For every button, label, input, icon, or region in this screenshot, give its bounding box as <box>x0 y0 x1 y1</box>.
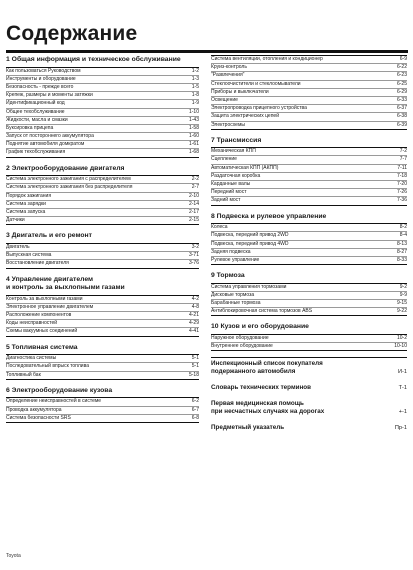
toc-entry-title: Система запуска <box>6 209 46 215</box>
toc-entry-title: Система электронного зажигания без распределителя <box>6 184 133 191</box>
toc-entry-page: 7-20 <box>396 181 407 188</box>
appendix-entry[interactable] <box>211 400 407 416</box>
toc-entry[interactable] <box>6 415 199 422</box>
toc-entry-title: Раздаточная коробка <box>211 172 261 179</box>
toc-entry-page: 9-22 <box>396 308 407 315</box>
toc-entry-title: Задняя подвеска <box>211 248 251 255</box>
toc-entry-page: 7-36 <box>396 197 407 204</box>
toc-entry-title: Жидкости, масла и смазки <box>6 116 68 123</box>
section-title <box>6 275 199 295</box>
toc-entry-page: 6-8 <box>191 414 199 421</box>
title-divider <box>6 50 408 53</box>
section-title-line: 8 Подвеска и рулевое управление <box>211 212 327 220</box>
toc-entry-page: 8-33 <box>396 256 407 263</box>
section-title <box>6 55 199 67</box>
toc-entry-title: Контроль за выхлопными газами <box>6 295 83 302</box>
appendix-entry-title <box>211 400 324 416</box>
toc-entry[interactable] <box>211 97 407 105</box>
section-title <box>6 231 199 243</box>
toc-entry[interactable] <box>6 201 199 209</box>
toc-section <box>6 55 199 158</box>
toc-entry[interactable] <box>6 355 199 363</box>
section-title <box>211 136 407 148</box>
toc-entry-page: 6-29 <box>396 88 407 95</box>
toc-entry-title: Электронное управление двигателем <box>6 303 94 310</box>
toc-entry[interactable] <box>211 165 407 173</box>
toc-section <box>211 322 407 351</box>
toc-entry-page: 9-9 <box>399 291 407 298</box>
toc-entry-page: 1-43 <box>188 116 199 123</box>
toc-entry[interactable] <box>6 184 199 192</box>
toc-entry-title: Приборы и выключатели <box>211 88 269 95</box>
toc-entry-page: 10-10 <box>394 343 407 350</box>
toc-entry-title: Инструменты и оборудование <box>6 75 76 82</box>
toc-entry-title: Диагностика системы <box>6 355 57 362</box>
toc-entry[interactable] <box>6 109 199 117</box>
toc-section <box>6 343 199 380</box>
toc-entry-title: Система безопасности SRS <box>6 414 71 421</box>
toc-entry[interactable] <box>6 252 199 260</box>
toc-entry-page: 6-2 <box>191 398 199 405</box>
toc-entry-title: Последовательный впрыск топлива <box>6 363 89 370</box>
toc-entry[interactable] <box>6 363 199 371</box>
toc-list <box>6 175 199 225</box>
toc-entry-title: Запуск от постороннего аккумулятора <box>6 133 94 140</box>
toc-entry[interactable] <box>6 100 199 108</box>
toc-list <box>6 397 199 423</box>
appendix-entry-page: И-1 <box>398 369 407 376</box>
toc-entry-title: Электропроводка прицепного устройства <box>211 105 307 112</box>
toc-entry-page: 2-7 <box>191 184 199 191</box>
toc-entry[interactable] <box>6 76 199 84</box>
footer-brand: Toyota <box>6 553 21 559</box>
toc-entry-title: "Развлечения" <box>211 72 245 79</box>
toc-entry[interactable] <box>6 217 199 224</box>
toc-list <box>211 283 407 317</box>
appendix-entry-title <box>211 384 311 392</box>
toc-entry[interactable] <box>6 92 199 100</box>
toc-entry[interactable] <box>6 372 199 379</box>
toc-section <box>211 212 407 266</box>
toc-entry-title: Безопасность - прежде всего <box>6 83 74 90</box>
appendix-entry-title-line: Первая медицинская помощь <box>211 400 304 408</box>
toc-entry[interactable] <box>211 181 407 189</box>
toc-entry-title: Механическая КПП <box>211 148 256 155</box>
section-title <box>6 386 199 398</box>
toc-entry-title: Автоматическая КПП (АКПП) <box>211 164 279 171</box>
section-title-line: 9 Тормоза <box>211 272 245 280</box>
toc-entry[interactable] <box>211 89 407 97</box>
toc-entry[interactable] <box>6 312 199 320</box>
toc-entry-title: Электросхемы <box>211 121 245 128</box>
toc-entry-title: Порядок зажигания <box>6 192 52 199</box>
toc-entry-page: 1-10 <box>188 108 199 115</box>
toc-entry-title: Общее техобслуживание <box>6 108 65 115</box>
toc-entry-title: Выпускная система <box>6 252 52 259</box>
toc-entry[interactable] <box>211 113 407 121</box>
toc-list <box>211 223 407 265</box>
appendix-entry-title <box>211 424 284 432</box>
toc-entry-page: 6-37 <box>396 105 407 112</box>
section-title-line: 1 Общая информация и техническое обслуживание <box>6 56 181 63</box>
toc-entry[interactable] <box>6 244 199 252</box>
section-title-line: 10 Кузов и его оборудование <box>211 323 309 331</box>
toc-entry-title: Двигатель <box>6 243 30 250</box>
toc-entry-title: Топливный бак <box>6 371 41 378</box>
toc-entry-title: Система электронного зажигания с распределителем <box>6 176 131 183</box>
section-title-line: 4 Управление двигателем <box>6 275 94 283</box>
toc-entry-page: 8-27 <box>396 248 407 255</box>
toc-entry[interactable] <box>6 209 199 217</box>
toc-entry-page: 7-7 <box>399 156 407 163</box>
toc-entry[interactable] <box>6 117 199 125</box>
toc-entry-title: Сцепление <box>211 156 237 163</box>
appendix-entry-title-line: Инспекционный список покупателя <box>211 360 323 368</box>
toc-entry[interactable] <box>6 260 199 267</box>
section-title-line: 3 Двигатель и его ремонт <box>6 232 92 240</box>
toc-entry-title: Крепеж, размеры и моменты затяжки <box>6 92 93 99</box>
toc-entry-page: 1-58 <box>188 124 199 131</box>
toc-entry-page: 1-60 <box>188 133 199 140</box>
toc-entry-title: Дисковые тормоза <box>211 291 255 298</box>
toc-entry[interactable] <box>211 122 407 129</box>
toc-entry[interactable] <box>6 149 199 156</box>
toc-entry[interactable] <box>211 72 407 80</box>
toc-entry-title: Система управления тормозами <box>211 283 287 290</box>
toc-entry-page: 1-8 <box>191 92 199 99</box>
section-title-line: 2 Электрооборудование двигателя <box>6 164 125 172</box>
toc-entry-page: 2-14 <box>188 200 199 207</box>
toc-entry-title: Система вентиляции, отопления и кондиционер <box>211 56 323 62</box>
section-6-continued <box>211 55 407 130</box>
toc-entry-page: 2-2 <box>191 176 199 183</box>
toc-entry-page: 7-26 <box>396 189 407 196</box>
appendix-entry-title <box>211 360 323 376</box>
toc-entry-page: 3-71 <box>188 252 199 259</box>
toc-entry-title: Передний мост <box>211 189 247 196</box>
toc-entry-title: Подвеска, передний привод 4WD <box>211 240 289 247</box>
toc-entry-page: 1-68 <box>188 149 199 156</box>
toc-entry-page: 4-8 <box>191 303 199 310</box>
toc-entry-title: Коды неисправностей <box>6 320 58 327</box>
toc-entry[interactable] <box>6 133 199 141</box>
appendix-entry-title-line: подержанного автомобиля <box>211 368 296 376</box>
toc-section <box>6 231 199 268</box>
left-column <box>6 55 199 429</box>
toc-entry-title: Освещение <box>211 96 238 103</box>
toc-entry-page: 8-13 <box>396 240 407 247</box>
appendix-entry-page: Т-1 <box>398 385 407 392</box>
toc-entry-page: 8-4 <box>399 232 407 239</box>
toc-entry-page: 5-1 <box>191 355 199 362</box>
toc-entry[interactable] <box>211 224 407 232</box>
toc-entry-page: 9-2 <box>399 283 407 290</box>
toc-entry[interactable] <box>211 300 407 308</box>
toc-entry[interactable] <box>6 125 199 133</box>
toc-entry[interactable] <box>211 189 407 197</box>
appendix-entry-page: Пр-1 <box>394 425 407 432</box>
toc-entry-title: Схемы вакуумных соединений <box>6 328 78 335</box>
toc-entry[interactable] <box>211 156 407 164</box>
toc-entry-title: Внутреннее оборудование <box>211 343 273 350</box>
toc-entry[interactable] <box>211 335 407 343</box>
section-title <box>211 212 407 224</box>
toc-entry-page: 3-2 <box>191 243 199 250</box>
toc-section <box>6 275 199 337</box>
toc-list <box>6 67 199 158</box>
toc-entry-page: 6-9 <box>399 56 407 62</box>
toc-entry-title: Карданные валы <box>211 181 251 188</box>
toc-entry-page: 1-2 <box>191 67 199 74</box>
page-title: Содержание <box>6 22 138 45</box>
toc-list <box>211 147 407 205</box>
toc-entry-page: 4-21 <box>188 312 199 319</box>
toc-entry-title: Восстановление двигателя <box>6 260 69 267</box>
section-title-line: 6 Электрооборудование кузова <box>6 386 113 394</box>
toc-entry-title: Задний мост <box>211 197 241 204</box>
appendix-entry[interactable] <box>211 424 407 432</box>
section-title <box>6 164 199 176</box>
appendix-entry-title-line: при несчастных случаях на дорогах <box>211 408 325 416</box>
toc-entry[interactable] <box>6 328 199 335</box>
section-title <box>211 271 407 283</box>
toc-entry-title: График техобслуживания <box>6 149 66 156</box>
toc-entry-page: 5-1 <box>191 363 199 370</box>
toc-entry-page: 6-39 <box>396 121 407 128</box>
appendix-entry[interactable] <box>211 357 407 376</box>
toc-entry[interactable] <box>6 176 199 184</box>
appendix-entry-title-line: Предметный указатель <box>211 424 285 432</box>
toc-entry[interactable] <box>6 68 199 76</box>
toc-entry-title: Колеса <box>211 224 228 231</box>
toc-entry[interactable] <box>211 343 407 350</box>
toc-section <box>6 164 199 226</box>
toc-section <box>211 136 407 206</box>
toc-entry[interactable] <box>211 257 407 264</box>
toc-entry-title: Буксировка прицепа <box>6 124 54 131</box>
toc-entry-title: Барабанные тормоза <box>211 300 261 307</box>
toc-entry-page: 1-61 <box>188 141 199 148</box>
toc-entry-page: 6-33 <box>396 96 407 103</box>
toc-entry-title: Проводка аккумулятора <box>6 406 62 413</box>
toc-entry-page: 10-2 <box>396 335 407 342</box>
toc-entry-title: Рулевое управление <box>211 256 260 263</box>
toc-entry-title: Идентификационный код <box>6 100 65 107</box>
toc-entry-page: 4-2 <box>191 295 199 302</box>
toc-entry[interactable] <box>6 84 199 92</box>
appendix-entry-title-line: Словарь технических терминов <box>211 384 311 392</box>
toc-list <box>6 295 199 337</box>
toc-entry[interactable] <box>6 320 199 328</box>
toc-entry-title: Стеклоочистители и стеклоомыватели <box>211 80 301 87</box>
toc-entry-page: 7-18 <box>396 172 407 179</box>
toc-entry-title: Определение неисправностей в системе <box>6 398 102 405</box>
toc-entry[interactable] <box>211 197 407 204</box>
toc-entry-page: 9-15 <box>396 300 407 307</box>
section-title-line: 5 Топливная система <box>6 343 78 351</box>
toc-entry[interactable] <box>211 148 407 156</box>
toc-entry[interactable] <box>211 284 407 292</box>
toc-entry-page: 5-18 <box>188 371 199 378</box>
section-title-line: 7 Трансмиссия <box>211 136 262 144</box>
toc-entry[interactable] <box>211 232 407 240</box>
toc-entry-page: 4-41 <box>188 328 199 335</box>
toc-entry-title: Система зарядки <box>6 200 46 207</box>
toc-entry-title: Подвеска, передний привод 2WD <box>211 232 289 239</box>
toc-entry[interactable] <box>211 64 407 72</box>
toc-entry[interactable] <box>211 105 407 113</box>
toc-entry-title: Антиблокировочная система тормозов ABS <box>211 308 313 315</box>
toc-entry-page: 6-23 <box>396 72 407 79</box>
toc-entry-page: 2-10 <box>188 192 199 199</box>
toc-entry-page: 2-15 <box>188 217 199 224</box>
toc-entry[interactable] <box>6 407 199 415</box>
toc-section <box>6 386 199 423</box>
toc-entry[interactable] <box>211 249 407 257</box>
right-sections <box>211 136 407 352</box>
toc-entry[interactable] <box>211 308 407 315</box>
toc-entry-page: 6-22 <box>396 64 407 71</box>
toc-entry[interactable] <box>6 398 199 406</box>
toc-entry-title: Датчики <box>6 217 25 224</box>
toc-entry[interactable] <box>6 304 199 312</box>
toc-entry-page: 1-9 <box>191 100 199 107</box>
toc-entry[interactable] <box>211 292 407 300</box>
toc-entry-title: Наружное оборудование <box>211 335 269 342</box>
toc-list <box>6 243 199 269</box>
toc-entry-page: 1-5 <box>191 83 199 90</box>
toc-entry-page: 7-2 <box>399 148 407 155</box>
toc-list <box>211 334 407 351</box>
section-title <box>6 343 199 355</box>
right-column <box>211 55 407 440</box>
toc-list <box>6 354 199 380</box>
toc-entry[interactable] <box>6 141 199 149</box>
toc-entry[interactable] <box>211 56 407 64</box>
toc-entry-title: Поднятие автомобиля домкратом <box>6 141 85 148</box>
toc-entry-page: 3-76 <box>188 260 199 267</box>
toc-entry-title: Расположение компонентов <box>6 312 72 319</box>
toc-section <box>211 271 407 316</box>
toc-entry-page: 1-3 <box>191 75 199 82</box>
toc-entry[interactable] <box>6 296 199 304</box>
toc-entry-page: 8-2 <box>399 224 407 231</box>
toc-entry-page: 6-25 <box>396 80 407 87</box>
toc-entry-page: 7-11 <box>397 164 407 171</box>
toc-entry-page: 2-17 <box>188 209 199 215</box>
toc-entry-page: 6-38 <box>396 113 407 120</box>
appendix-entry-page: +-1 <box>398 409 407 416</box>
section-title <box>211 322 407 334</box>
toc-list <box>211 55 407 130</box>
appendix-entry[interactable] <box>211 384 407 392</box>
toc-entry-title: Круиз-контроль <box>211 64 247 71</box>
toc-entry[interactable] <box>211 173 407 181</box>
toc-entry-title: Как пользоваться Руководством <box>6 67 81 74</box>
toc-entry-page: 6-7 <box>191 406 199 413</box>
toc-entry[interactable] <box>211 81 407 89</box>
toc-entry-page: 4-29 <box>188 320 199 327</box>
toc-entry[interactable] <box>211 241 407 249</box>
toc-entry[interactable] <box>6 193 199 201</box>
section-title-line: и контроль за выхлопными газами <box>6 284 125 292</box>
appendix-entries <box>211 357 407 432</box>
toc-entry-title: Защита электрических цепей <box>211 113 279 120</box>
